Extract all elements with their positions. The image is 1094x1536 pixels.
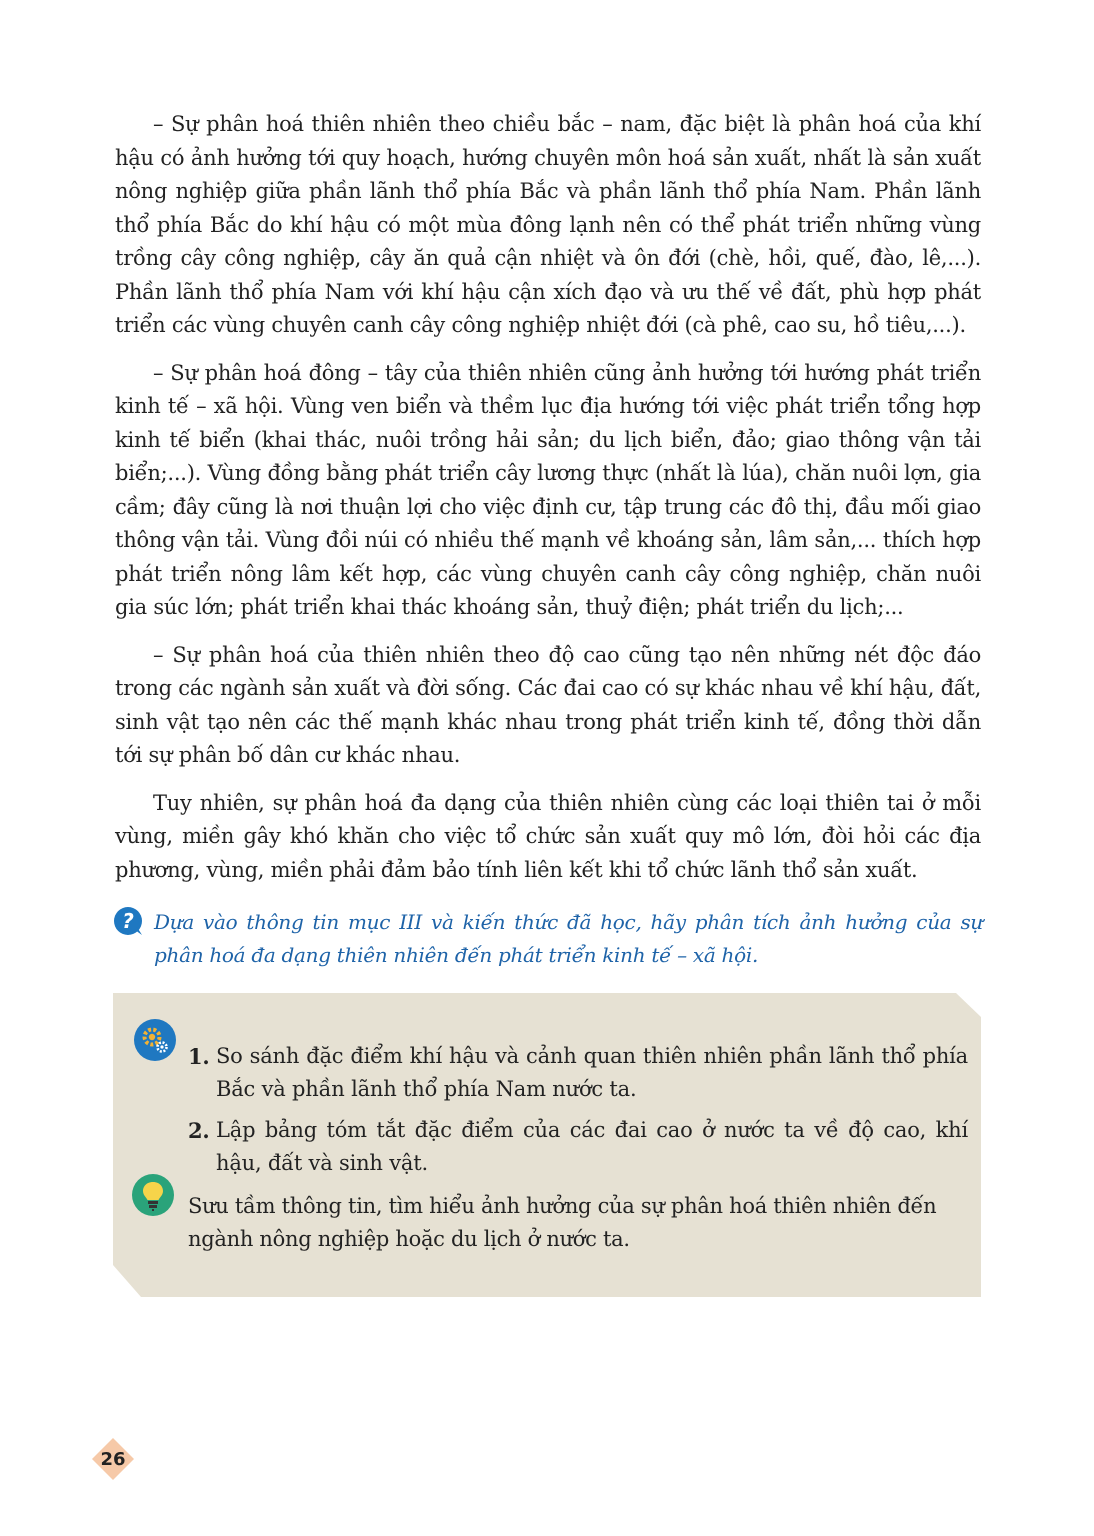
practice-item-number: 1. bbox=[188, 1044, 210, 1069]
gear-icon bbox=[133, 1018, 177, 1062]
paragraph-north-south: – Sự phân hoá thiên nhiên theo chiều bắc – nam, đặc biệt là phân hoá của khí hậu có ảnh hưởng tới quy hoạch, hướng chuyên môn hoá sản xuất, nhất là sản xuất nông nghiệp giữa phần lãnh thổ phía Bắc và phần lãnh thổ phía Nam. Phần lãnh thổ phía Bắc do khí hậu có một mùa đông lạnh nên có thể phát triển những vùng trồng cây công nghiệp, cây ăn quả cận nhiệt và ôn đới (chè, hồi, quế, đào, lê,...). Phần lãnh thổ phía Nam với khí hậu cận xích đạo và ưu thế về đất, phù hợp phát triển các vùng chuyên canh cây công nghiệp nhiệt đới (cà phê, cao su, hồ tiêu,...). bbox=[115, 112, 981, 337]
practice-item bbox=[188, 1040, 968, 1106]
svg-text:?: ? bbox=[122, 909, 134, 933]
question-icon bbox=[113, 906, 143, 936]
lightbulb-icon bbox=[131, 1173, 175, 1217]
practice-item-text: So sánh đặc điểm khí hậu và cảnh quan thiên nhiên phần lãnh thổ phía Bắc và phần lãnh thổ phía Nam nước ta. bbox=[216, 1044, 968, 1101]
question-text: Dựa vào thông tin mục III và kiến thức đã học, hãy phân tích ảnh hưởng của sự phân hoá đa dạng thiên nhiên đến phát triển kinh tế – xã hội. bbox=[154, 910, 983, 967]
page-number: 26 bbox=[100, 1448, 126, 1470]
question-block bbox=[113, 906, 983, 972]
practice-item-number: 2. bbox=[188, 1118, 210, 1143]
apply-text: Sưu tầm thông tin, tìm hiểu ảnh hưởng của sự phân hoá thiên nhiên đến ngành nông nghiệp hoặc du lịch ở nước ta. bbox=[188, 1194, 937, 1251]
main-text bbox=[115, 108, 981, 901]
paragraph-altitude: – Sự phân hoá của thiên nhiên theo độ cao cũng tạo nên những nét độc đáo trong các ngành sản xuất và đời sống. Các đai cao có sự khác nhau về khí hậu, đất, sinh vật tạo nên các thế mạnh khác nhau trong phát triển kinh tế, đồng thời dẫn tới sự phân bố dân cư khác nhau. bbox=[115, 642, 981, 767]
practice-item-text: Lập bảng tóm tắt đặc điểm của các đai cao ở nước ta về độ cao, khí hậu, đất và sinh vật. bbox=[216, 1118, 968, 1175]
practice-list bbox=[188, 1040, 968, 1188]
paragraph-east-west: – Sự phân hoá đông – tây của thiên nhiên cũng ảnh hưởng tới hướng phát triển kinh tế – xã hội. Vùng ven biển và thềm lục địa hướng tới việc phát triển tổng hợp kinh tế biển (khai thác, nuôi trồng hải sản; du lịch biển, đảo; giao thông vận tải biển;...). Vùng đồng bằng phát triển cây lương thực (nhất là lúa), chăn nuôi lợn, gia cầm; đây cũng là nơi thuận lợi cho việc định cư, tập trung các đô thị, đầu mối giao thông vận tải. Vùng đồi núi có nhiều thế mạnh về khoáng sản, lâm sản,... thích hợp phát triển nông lâm kết hợp, các vùng chuyên canh cây công nghiệp, chăn nuôi gia súc lớn; phát triển khai thác khoáng sản, thuỷ điện; phát triển du lịch;... bbox=[115, 360, 981, 619]
paragraph-however: Tuy nhiên, sự phân hoá đa dạng của thiên nhiên cùng các loại thiên tai ở mỗi vùng, miền gây khó khăn cho việc tổ chức sản xuất quy mô lớn, đòi hỏi các địa phương, vùng, miền phải đảm bảo tính liên kết khi tổ chức lãnh thổ sản xuất. bbox=[115, 790, 981, 882]
practice-item bbox=[188, 1114, 968, 1180]
